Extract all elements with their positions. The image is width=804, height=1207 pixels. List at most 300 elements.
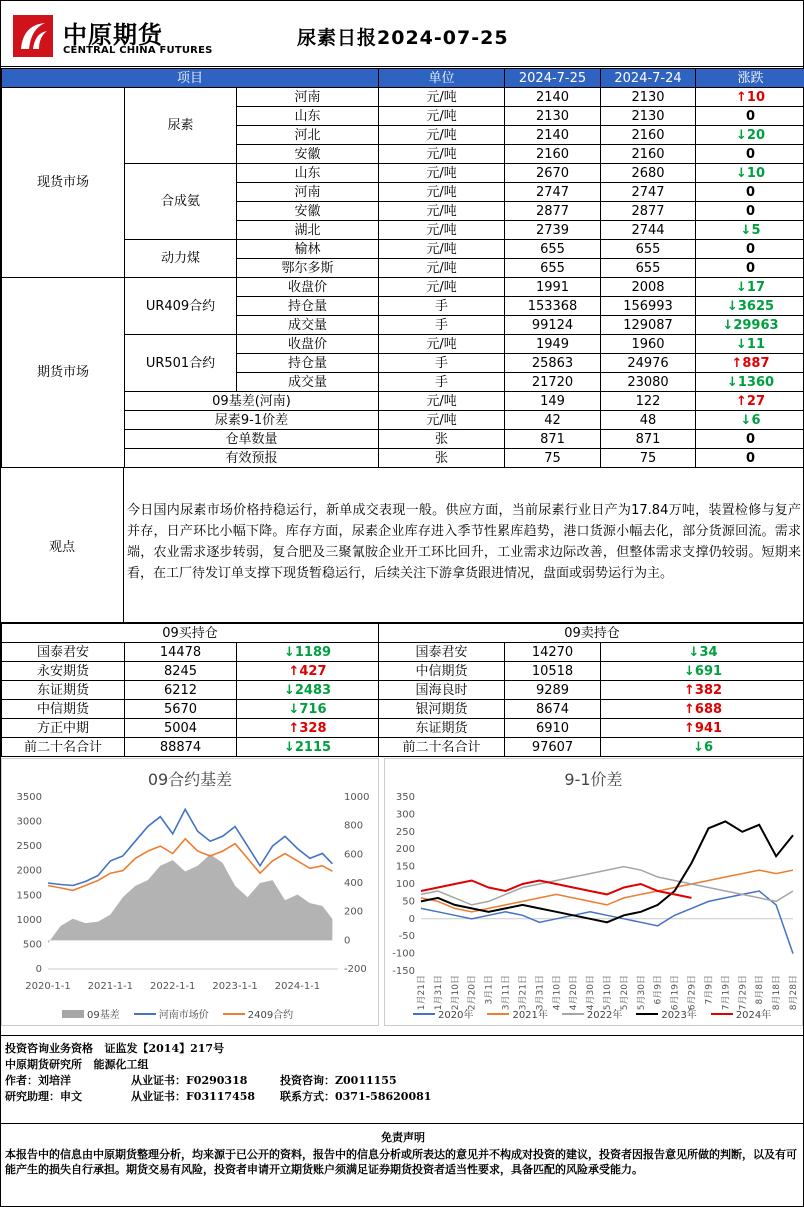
value-prev: 48	[601, 411, 696, 430]
buy-broker: 国泰君安	[2, 643, 125, 662]
sell-change	[601, 681, 804, 700]
change-arrow-icon: ↓	[283, 644, 295, 660]
author: 作者：刘培洋	[5, 1074, 71, 1087]
change-value	[696, 88, 804, 107]
value-today: 871	[505, 430, 601, 449]
change-amount: 0	[745, 184, 756, 200]
unit-cell: 元/吨	[379, 164, 505, 183]
x-tick-label: 1月31日	[433, 975, 444, 1011]
position-row	[2, 643, 804, 662]
change-arrow-icon: ↓	[736, 127, 747, 143]
sell-change	[601, 662, 804, 681]
row-name: 成交量	[237, 316, 379, 335]
value-today: 2739	[505, 221, 601, 240]
change-amount: 6	[703, 739, 714, 755]
change-value	[696, 278, 804, 297]
change-amount: 20	[746, 127, 766, 143]
change-amount: 716	[299, 701, 327, 717]
change-arrow-icon: ↓	[288, 701, 300, 717]
y-tick-label: -50	[398, 931, 415, 943]
x-tick-label: 1月21日	[417, 975, 427, 1011]
row-name: 河南	[237, 183, 379, 202]
row-name: 湖北	[237, 221, 379, 240]
x-tick-label: 7月19日	[721, 975, 732, 1011]
y-left-tick-label: 1500	[16, 890, 42, 902]
buy-broker: 中信期货	[2, 700, 125, 719]
x-tick-label: 6月29日	[687, 975, 698, 1011]
change-amount: 1360	[737, 374, 775, 390]
sell-positions-title: 09卖持仓	[379, 624, 804, 643]
change-value	[696, 316, 804, 335]
section-label: 现货市场	[2, 88, 125, 278]
change-amount: 11	[746, 336, 766, 352]
value-today: 25863	[505, 354, 601, 373]
series-line-2023年	[421, 821, 793, 922]
row-name: 安徽	[237, 202, 379, 221]
author-consult-cert: 投资咨询：Z0011155	[280, 1074, 397, 1087]
x-tick-label: 3月11日	[501, 975, 512, 1011]
change-value	[696, 297, 804, 316]
legend-henan: 河南市场价	[134, 1006, 209, 1021]
x-tick-label: 3月21日	[518, 975, 529, 1011]
author-cert: 从业证书：F0290318	[131, 1074, 248, 1087]
value-today: 42	[505, 411, 601, 430]
change-arrow-icon: ↓	[688, 644, 700, 660]
value-today: 1949	[505, 335, 601, 354]
section-label: 期货市场	[2, 278, 125, 468]
change-arrow-icon: ↑	[288, 663, 300, 679]
change-amount: 382	[694, 682, 723, 698]
x-tick-label: 2021-1-1	[87, 981, 134, 992]
x-tick-label: 2月10日	[450, 975, 461, 1011]
spread-chart-legend	[413, 1006, 771, 1021]
disclaimer-text: 本报告中的信息由中原期货整理分析，均来源于已公开的资料，报告中的信息分析或所表达的意见并不构成对投资的建议，投资者因报告意见所做的判断，以及有可能产生的损失自行承担。期货交易有风险，投资者申请开立期货账户须满足证券期货投资者适当性要求，具备匹配的风险承受能力。	[5, 1148, 797, 1176]
change-amount: 2115	[294, 739, 332, 755]
change-amount: 0	[745, 146, 756, 162]
sell-broker: 国泰君安	[379, 643, 505, 662]
sell-broker: 银河期货	[379, 700, 505, 719]
value-today: 21720	[505, 373, 601, 392]
buy-broker: 东证期货	[2, 681, 125, 700]
change-amount: 427	[299, 663, 327, 679]
sell-volume: 10518	[505, 662, 601, 681]
sell-volume: 97607	[505, 738, 601, 757]
value-today: 2130	[505, 107, 601, 126]
sell-volume: 6910	[505, 719, 601, 738]
value-prev: 2160	[601, 145, 696, 164]
series-line-2024年	[421, 881, 692, 898]
unit-cell: 元/吨	[379, 335, 505, 354]
y-left-tick-label: 1000	[16, 914, 42, 926]
y-tick-label: 300	[395, 809, 415, 821]
value-prev: 2747	[601, 183, 696, 202]
buy-change	[237, 662, 379, 681]
change-arrow-icon: ↓	[283, 739, 295, 755]
y-tick-label: 100	[395, 879, 415, 890]
y-right-tick-label: 400	[344, 878, 364, 889]
change-arrow-icon: ↓	[736, 336, 747, 352]
legend-2409: 2409合约	[223, 1006, 293, 1021]
change-amount: 0	[745, 431, 756, 447]
change-arrow-icon: ↓	[740, 412, 752, 428]
y-tick-label: 50	[402, 896, 415, 908]
change-amount: 0	[745, 241, 756, 257]
x-tick-label: 8月18日	[772, 975, 783, 1011]
change-value	[696, 430, 804, 449]
row-name: 尿素9-1价差	[125, 411, 379, 430]
basis-chart-legend	[62, 1006, 293, 1021]
table-row	[2, 278, 804, 297]
sell-broker: 前二十名合计	[379, 738, 505, 757]
value-today: 153368	[505, 297, 601, 316]
position-row	[2, 719, 804, 738]
y-tick-label: -100	[392, 948, 415, 960]
value-today: 149	[505, 392, 601, 411]
contact: 联系方式：0371-58620081	[280, 1090, 432, 1103]
y-tick-label: 0	[408, 913, 415, 925]
change-amount: 1189	[294, 644, 332, 660]
change-value	[696, 335, 804, 354]
table-row	[2, 88, 804, 107]
value-prev: 2160	[601, 126, 696, 145]
value-today: 2160	[505, 145, 601, 164]
y-right-tick-label: 600	[344, 849, 364, 861]
change-value	[696, 164, 804, 183]
unit-cell: 元/吨	[379, 202, 505, 221]
change-arrow-icon: ↓	[736, 165, 747, 181]
value-today: 2670	[505, 164, 601, 183]
viewpoint-text: 今日国内尿素市场价格持稳运行，新单成交表现一般。供应方面，当前尿素行业日产为17.84万吨，装置检修与复产并存，日产环比小幅下降。库存方面，尿素企业库存进入季节性累库趋势，港口货源小幅去化，部分货源回流。需求端，农业需求逐步转弱，复合肥及三聚氰胺企业开工环比回升，工业需求边际改善，但整体需求支撑仍较弱。短期来看，在工厂待发订单支撑下现货暂稳运行，后续关注下游拿货跟进情况，盘面或弱势运行为主。	[127, 503, 801, 581]
change-value	[696, 107, 804, 126]
y-tick-label: -150	[392, 966, 415, 977]
x-tick-label: 3月1日	[484, 975, 495, 1005]
row-name: 有效预报	[125, 449, 379, 468]
y-left-tick-label: 2500	[16, 841, 42, 853]
x-tick-label: 2022-1-1	[150, 981, 196, 992]
sell-volume: 14270	[505, 643, 601, 662]
unit-cell: 元/吨	[379, 240, 505, 259]
unit-cell: 张	[379, 430, 505, 449]
company-logo-icon	[13, 15, 53, 57]
sell-broker: 国海良时	[379, 681, 505, 700]
x-tick-label: 6月9日	[653, 975, 664, 1005]
buy-volume: 8245	[125, 662, 237, 681]
value-prev: 2877	[601, 202, 696, 221]
change-amount: 17	[746, 279, 766, 295]
change-arrow-icon: ↑	[731, 355, 743, 371]
x-tick-label: 6月19日	[670, 975, 681, 1011]
header-unit: 单位	[379, 69, 505, 88]
change-value	[696, 126, 804, 145]
row-name: 仓单数量	[125, 430, 379, 449]
change-value	[696, 202, 804, 221]
group-label: UR409合约	[125, 278, 237, 335]
x-tick-label: 2023-1-1	[212, 981, 258, 992]
value-prev: 2008	[601, 278, 696, 297]
qualification-label: 投资咨询业务资格	[5, 1042, 93, 1055]
change-amount: 3625	[737, 298, 775, 314]
unit-cell: 手	[379, 297, 505, 316]
header-change: 涨跌	[696, 69, 804, 88]
row-name: 持仓量	[237, 354, 379, 373]
change-arrow-icon: ↓	[722, 317, 734, 333]
buy-broker: 前二十名合计	[2, 738, 125, 757]
y-right-tick-label: 1000	[344, 792, 370, 803]
row-name: 榆林	[237, 240, 379, 259]
viewpoint-label: 观点	[1, 468, 124, 623]
x-tick-label: 8月8日	[755, 975, 766, 1005]
x-tick-label: 4月20日	[569, 975, 580, 1011]
position-row	[2, 681, 804, 700]
spread-chart	[384, 758, 803, 1026]
unit-cell: 元/吨	[379, 411, 505, 430]
value-prev: 655	[601, 259, 696, 278]
change-amount: 0	[745, 108, 756, 124]
y-left-tick-label: 3000	[16, 816, 42, 828]
table-header-row	[2, 69, 804, 88]
value-today: 655	[505, 240, 601, 259]
legend-basis: 09基差	[62, 1006, 120, 1021]
row-name: 山东	[237, 107, 379, 126]
change-amount: 941	[694, 720, 723, 736]
x-tick-label: 7月29日	[738, 975, 749, 1011]
qualification-number: 证监发【2014】217号	[104, 1042, 225, 1055]
disclaimer	[1, 1124, 804, 1179]
series-line-2022年	[421, 867, 793, 905]
buy-volume: 5004	[125, 719, 237, 738]
value-today: 2747	[505, 183, 601, 202]
y-right-tick-label: -200	[344, 964, 367, 975]
buy-broker: 方正中期	[2, 719, 125, 738]
unit-cell: 元/吨	[379, 88, 505, 107]
value-today: 2140	[505, 126, 601, 145]
group-label: UR501合约	[125, 335, 237, 392]
legend-item: 2022年	[562, 1006, 622, 1021]
report-title: 尿素日报2024-07-25	[297, 27, 509, 49]
unit-cell: 元/吨	[379, 183, 505, 202]
change-amount: 6	[751, 412, 761, 428]
change-amount: 0	[745, 450, 756, 466]
value-prev: 2680	[601, 164, 696, 183]
spread-chart-svg	[385, 759, 802, 1025]
unit-cell: 元/吨	[379, 145, 505, 164]
change-arrow-icon: ↑	[684, 682, 695, 698]
value-prev: 122	[601, 392, 696, 411]
sell-change	[601, 719, 804, 738]
x-tick-label: 3月31日	[535, 975, 546, 1011]
unit-cell: 元/吨	[379, 259, 505, 278]
report-header	[1, 1, 804, 67]
buy-broker: 永安期货	[2, 662, 125, 681]
change-arrow-icon: ↓	[283, 682, 295, 698]
buy-positions-title: 09买持仓	[2, 624, 379, 643]
y-right-tick-label: 200	[344, 906, 364, 918]
position-row	[2, 662, 804, 681]
change-arrow-icon: ↓	[726, 374, 738, 390]
row-name: 安徽	[237, 145, 379, 164]
buy-volume: 88874	[125, 738, 237, 757]
change-amount: 5	[751, 222, 761, 238]
change-value	[696, 259, 804, 278]
institute-name: 中原期货研究所	[5, 1058, 82, 1071]
assistant: 研究助理：申文	[5, 1090, 82, 1103]
change-arrow-icon: ↑	[736, 393, 747, 409]
legend-item: 2020年	[413, 1006, 473, 1021]
header-item: 项目	[2, 69, 379, 88]
x-tick-label: 5月10日	[603, 975, 613, 1011]
sell-broker: 东证期货	[379, 719, 505, 738]
change-value	[696, 411, 804, 430]
sell-change	[601, 738, 804, 757]
row-name: 鄂尔多斯	[237, 259, 379, 278]
buy-change	[237, 719, 379, 738]
y-left-tick-label: 2000	[16, 865, 42, 877]
change-amount: 887	[742, 355, 770, 371]
value-prev: 2744	[601, 221, 696, 240]
group-name: 能源化工组	[93, 1058, 149, 1071]
change-value	[696, 354, 804, 373]
x-tick-label: 2024-1-1	[274, 981, 321, 992]
sell-change	[601, 700, 804, 719]
change-value	[696, 449, 804, 468]
value-today: 75	[505, 449, 601, 468]
y-left-tick-label: 3500	[16, 792, 42, 803]
buy-change	[237, 681, 379, 700]
brand-name-en: CENTRAL CHINA FUTURES	[63, 45, 213, 56]
unit-cell: 元/吨	[379, 221, 505, 240]
group-label: 尿素	[125, 88, 237, 164]
positions-table	[1, 623, 804, 757]
sell-change	[601, 643, 804, 662]
charts-area	[1, 758, 804, 1026]
basis-chart	[1, 758, 379, 1026]
change-amount: 34	[699, 644, 718, 660]
change-arrow-icon: ↑	[288, 720, 300, 736]
legend-item: 2024年	[711, 1006, 771, 1021]
change-arrow-icon: ↑	[684, 701, 695, 717]
row-name: 山东	[237, 164, 379, 183]
value-prev: 23080	[601, 373, 696, 392]
row-name: 成交量	[237, 373, 379, 392]
buy-change	[237, 738, 379, 757]
change-value	[696, 240, 804, 259]
value-today: 99124	[505, 316, 601, 335]
unit-cell: 元/吨	[379, 126, 505, 145]
sell-broker: 中信期货	[379, 662, 505, 681]
row-name: 09基差(河南)	[125, 392, 379, 411]
value-prev: 129087	[601, 316, 696, 335]
y-tick-label: 150	[395, 861, 415, 873]
y-tick-label: 350	[395, 792, 415, 803]
buy-change	[237, 700, 379, 719]
value-today: 2877	[505, 202, 601, 221]
change-arrow-icon: ↑	[736, 89, 747, 105]
value-today: 1991	[505, 278, 601, 297]
y-right-tick-label: 800	[344, 820, 364, 832]
change-amount: 0	[745, 203, 756, 219]
change-value	[696, 392, 804, 411]
buy-volume: 5670	[125, 700, 237, 719]
row-name: 收盘价	[237, 335, 379, 354]
legend-item: 2023年	[636, 1006, 696, 1021]
position-row	[2, 700, 804, 719]
row-name: 持仓量	[237, 297, 379, 316]
x-tick-label: 7月9日	[704, 975, 715, 1005]
unit-cell: 手	[379, 316, 505, 335]
series-basis-area	[48, 854, 332, 943]
change-value	[696, 145, 804, 164]
buy-change	[237, 643, 379, 662]
change-amount: 10	[746, 89, 766, 105]
unit-cell: 手	[379, 373, 505, 392]
value-prev: 2130	[601, 88, 696, 107]
change-amount: 691	[694, 663, 723, 679]
value-prev: 871	[601, 430, 696, 449]
disclaimer-title: 免责声明	[381, 1131, 425, 1144]
x-tick-label: 5月20日	[619, 975, 630, 1011]
row-name: 收盘价	[237, 278, 379, 297]
brand-name-cn: 中原期货	[63, 20, 163, 49]
y-right-tick-label: 0	[344, 935, 351, 947]
sell-volume: 9289	[505, 681, 601, 700]
unit-cell: 手	[379, 354, 505, 373]
change-value	[696, 373, 804, 392]
change-arrow-icon: ↑	[684, 720, 695, 736]
value-today: 655	[505, 259, 601, 278]
assistant-cert: 从业证书：F03117458	[131, 1090, 256, 1103]
y-tick-label: 200	[395, 844, 415, 856]
change-arrow-icon: ↓	[740, 222, 752, 238]
value-prev: 75	[601, 449, 696, 468]
market-data-table	[1, 68, 804, 468]
value-prev: 655	[601, 240, 696, 259]
x-tick-label: 5月30日	[636, 975, 647, 1011]
change-amount: 328	[299, 720, 327, 736]
group-label: 动力煤	[125, 240, 237, 278]
buy-volume: 6212	[125, 681, 237, 700]
row-name: 河南	[237, 88, 379, 107]
value-prev: 1960	[601, 335, 696, 354]
change-arrow-icon: ↓	[736, 279, 747, 295]
change-amount: 10	[746, 165, 766, 181]
x-tick-label: 2020-1-1	[25, 981, 71, 992]
viewpoint-section	[1, 467, 804, 623]
basis-chart-title: 09合约基差	[147, 770, 233, 789]
value-prev: 24976	[601, 354, 696, 373]
y-left-tick-label: 500	[22, 939, 42, 951]
value-prev: 2130	[601, 107, 696, 126]
group-label: 合成氨	[125, 164, 237, 240]
spread-chart-title: 9-1价差	[564, 770, 623, 789]
header-date1: 2024-7-25	[505, 69, 601, 88]
change-amount: 27	[746, 393, 766, 409]
unit-cell: 张	[379, 449, 505, 468]
row-name: 河北	[237, 126, 379, 145]
change-arrow-icon: ↓	[684, 663, 695, 679]
change-amount: 0	[745, 260, 756, 276]
position-row	[2, 738, 804, 757]
x-tick-label: 2月20日	[467, 975, 478, 1011]
unit-cell: 元/吨	[379, 107, 505, 126]
x-tick-label: 4月10日	[552, 975, 563, 1011]
basis-chart-svg	[2, 759, 378, 1025]
value-prev: 156993	[601, 297, 696, 316]
x-tick-label: 8月28日	[789, 975, 799, 1011]
change-amount: 2483	[294, 682, 332, 698]
y-tick-label: 250	[395, 826, 415, 838]
sell-volume: 8674	[505, 700, 601, 719]
change-value	[696, 183, 804, 202]
